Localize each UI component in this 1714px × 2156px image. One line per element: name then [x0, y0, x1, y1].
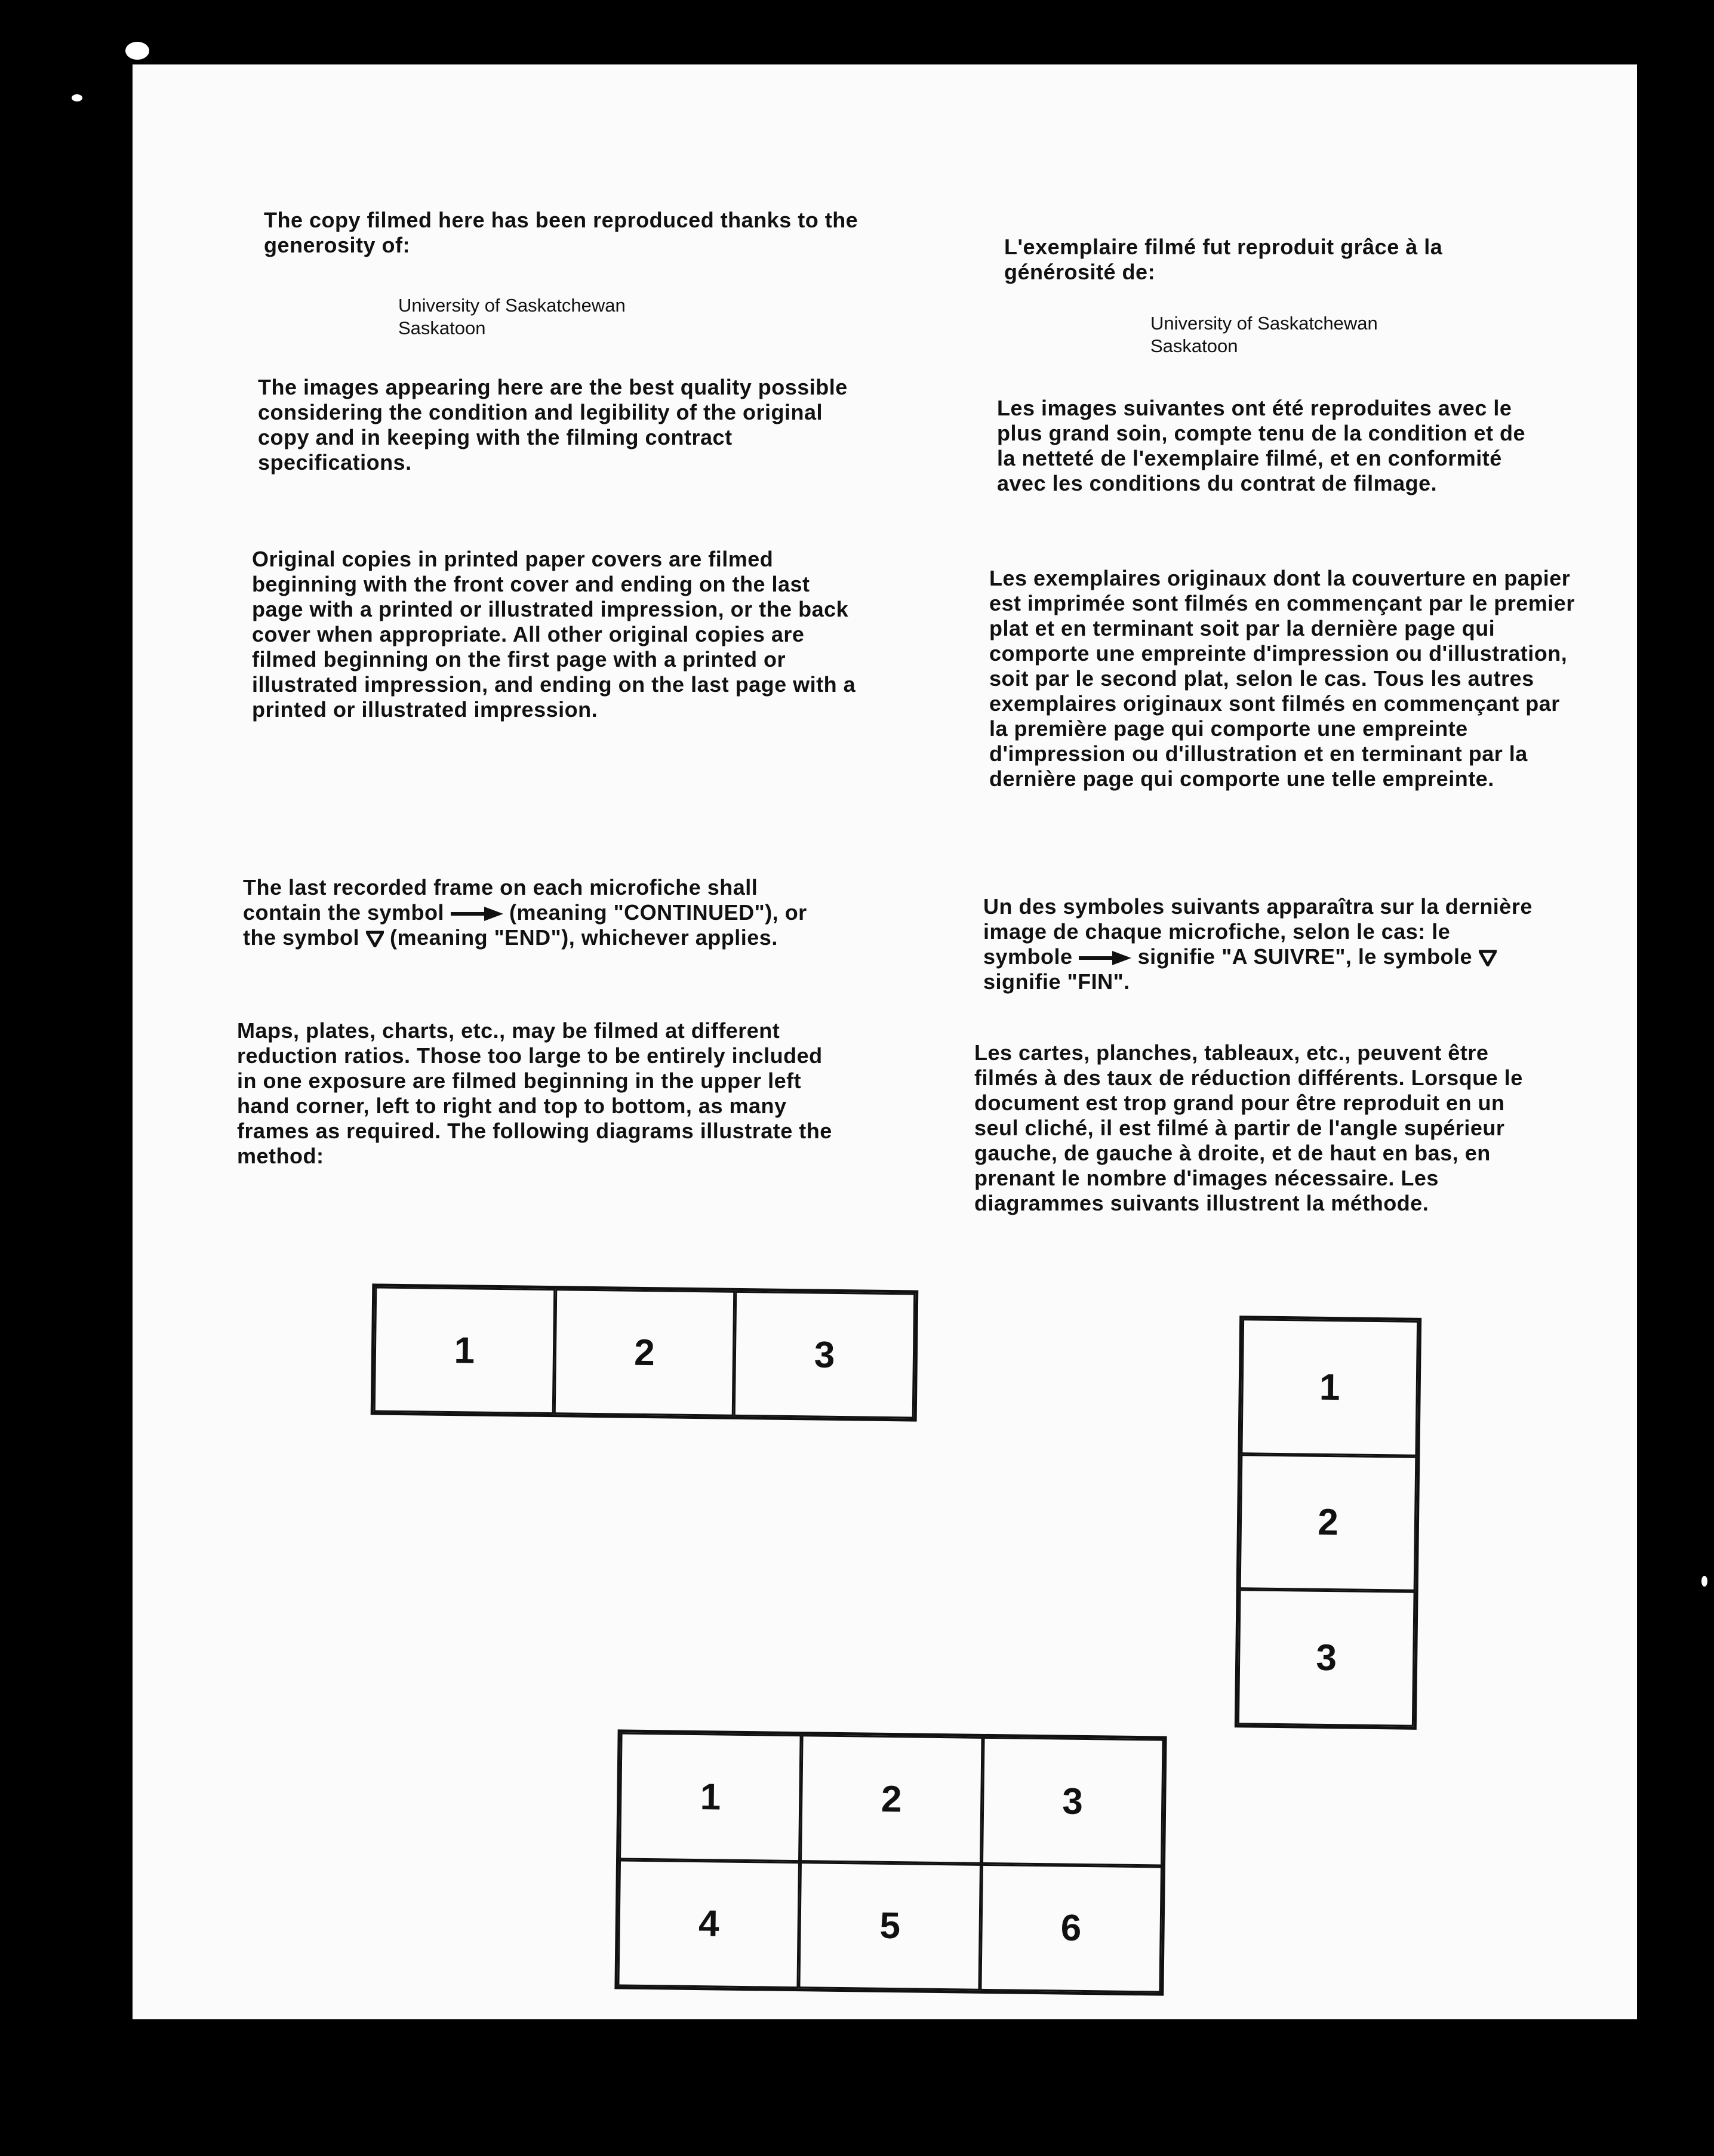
- fr-institution-name: University of Saskatchewan: [1150, 313, 1378, 334]
- frame-cell: 3: [981, 1737, 1164, 1866]
- frame-cell: 3: [734, 1291, 915, 1419]
- en-institution: [398, 294, 626, 340]
- fr-institution: [1150, 312, 1378, 358]
- vertical-frame-diagram: [1235, 1316, 1421, 1730]
- en-symbol-text-c: (meaning "END"), whichever applies.: [383, 925, 778, 950]
- frame-cell: 3: [1238, 1590, 1415, 1727]
- end-triangle-icon: [1479, 950, 1497, 966]
- en-symbol-paragraph: [243, 875, 840, 950]
- en-original-copies-paragraph: Original copies in printed paper covers are filmed beginning with the front cover and ending on the last page with a printed or illustrated impression, or the back cover when appropriate. All other original copies are filmed beginning on the first page with a printed or illustrated impression, and ending on the last page with a printed or illustrated impression.: [252, 547, 856, 722]
- fr-symbol-text-c: signifie "FIN".: [983, 969, 1130, 994]
- frame-cell: 5: [799, 1862, 981, 1991]
- frame-cell: 4: [617, 1859, 800, 1988]
- frame-cell: 1: [619, 1732, 802, 1861]
- continued-arrow-icon: [1079, 950, 1131, 966]
- grid-frame-diagram: [614, 1729, 1167, 1995]
- en-institution-name: University of Saskatchewan: [398, 295, 626, 316]
- frame-cell: 1: [374, 1286, 555, 1414]
- frame-cell: 2: [800, 1735, 983, 1864]
- horizontal-frame-diagram: [371, 1283, 919, 1421]
- fr-original-copies-paragraph: Les exemplaires originaux dont la couverture en papier est imprimée sont filmés en commençant par le premier plat et en terminant soit par la dernière page qui comporte une empreinte d'impression ou d'illustration, soit par le second plat, selon le cas. Tous les autres exemplaires originaux sont filmés en commençant par la première page qui comporte une empreinte d'impression ou d'illustration et en terminant par la dernière page qui comporte une telle empreinte.: [989, 566, 1575, 791]
- fr-intro: L'exemplaire filmé fut reproduit grâce à la générosité de:: [1004, 235, 1443, 284]
- end-triangle-icon: [366, 931, 384, 947]
- fr-maps-paragraph: Les cartes, planches, tableaux, etc., peuvent être filmés à des taux de réduction différents. Lorsque le document est trop grand pour être reproduit en un seul cliché, il est filmé à partir de l'angle supérieur gauche, de gauche à droite, et de haut en bas, en prenant le nombre d'images nécessaire. Les diagrammes suivants illustrent la méthode.: [974, 1040, 1523, 1215]
- fr-institution-city: Saskatoon: [1150, 335, 1238, 356]
- en-symbol-text-a: The last recorded frame on each microfiche shall contain the symbol: [243, 875, 758, 925]
- continued-arrow-icon: [451, 906, 503, 922]
- en-intro: The copy filmed here has been reproduced thanks to the generosity of:: [264, 208, 858, 257]
- en-symbol-text-b: (meaning "CONTINUED"), or the symbol: [243, 900, 807, 950]
- fr-symbol-text-b: signifie "A SUIVRE", le symbole: [1131, 944, 1479, 969]
- document-page: [133, 64, 1637, 2019]
- fr-symbol-paragraph: [983, 894, 1544, 994]
- fr-quality-paragraph: Les images suivantes ont été reproduites avec le plus grand soin, compte tenu de la condition et de la netteté de l'exemplaire filmé, et en conformité avec les conditions du contrat de filmage.: [997, 396, 1526, 495]
- frame-cell: 2: [1239, 1454, 1417, 1591]
- frame-cell: 2: [553, 1289, 735, 1416]
- frame-cell: 6: [980, 1864, 1162, 1992]
- en-quality-paragraph: The images appearing here are the best quality possible considering the condition and legibility of the original copy and in keeping with the filming contract specifications.: [258, 375, 848, 475]
- en-institution-city: Saskatoon: [398, 318, 486, 338]
- frame-cell: 1: [1241, 1319, 1418, 1456]
- en-maps-paragraph: Maps, plates, charts, etc., may be filmed at different reduction ratios. Those too large to be entirely included in one exposure are filmed beginning in the upper left hand corner, left to right and top to bottom, as many frames as required. The following diagrams illustrate the method:: [237, 1018, 832, 1168]
- fr-symbol-text-a: Un des symboles suivants apparaîtra sur la dernière image de chaque microfiche, selon le cas: le symbole: [983, 894, 1533, 969]
